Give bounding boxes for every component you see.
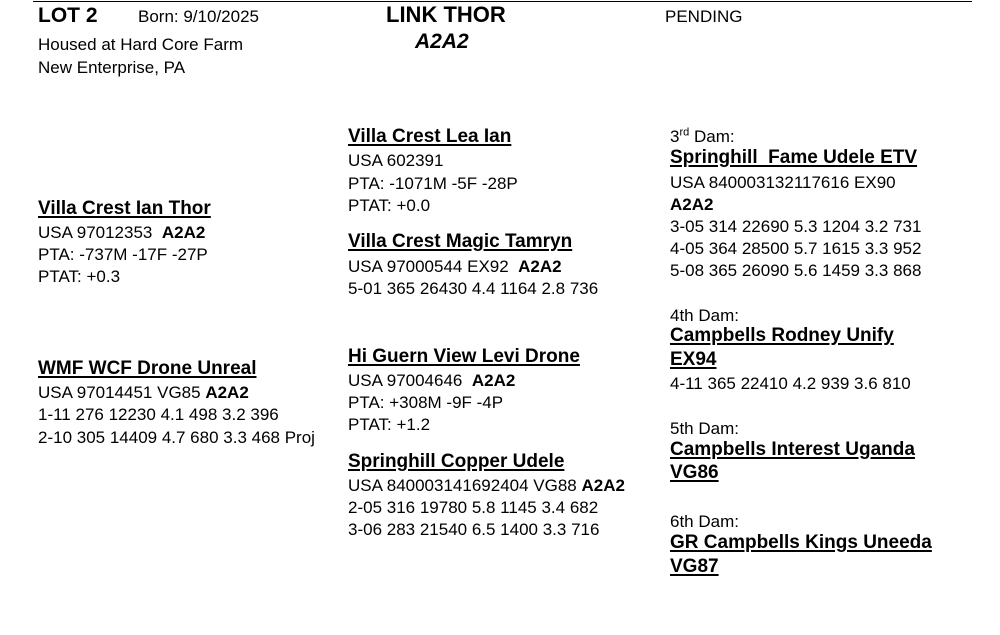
fourth-dam-label: 4th Dam:	[670, 306, 739, 325]
sire-registration: USA 97012353 A2A2	[38, 223, 206, 242]
sire-dam-registration: USA 97000544 EX92 A2A2	[348, 257, 562, 276]
dam-record-2: 2-10 305 14409 4.7 680 3.3 468 Proj	[38, 428, 315, 447]
dam-sire-registration: USA 97004646 A2A2	[348, 371, 516, 390]
location: New Enterprise, PA	[38, 58, 186, 77]
third-dam-record-1: 3-05 314 22690 5.3 1204 3.2 731	[670, 217, 922, 236]
fourth-dam-name: Campbells Rodney Unify	[670, 325, 894, 346]
dam-name: WMF WCF Drone Unreal	[38, 358, 257, 379]
dam-dam-genetics: A2A2	[581, 476, 625, 495]
fifth-dam-classification: VG86	[670, 462, 719, 483]
dam-genetics: A2A2	[205, 383, 249, 402]
sire-pta: PTA: -737M -17F -27P	[38, 245, 208, 264]
dam-dam-record-2: 3-06 283 21540 6.5 1400 3.3 716	[348, 520, 600, 539]
sire-sire-ptat: PTAT: +0.0	[348, 196, 431, 215]
sire-sire-pta: PTA: -1071M -5F -28P	[348, 174, 518, 193]
dam-sire-ptat: PTAT: +1.2	[348, 415, 431, 434]
third-dam-genetics: A2A2	[670, 195, 714, 214]
third-dam-record-3: 5-08 365 26090 5.6 1459 3.3 868	[670, 261, 922, 280]
animal-genetics: A2A2	[415, 30, 469, 53]
sire-sire-registration: USA 602391	[348, 151, 444, 170]
sixth-dam-classification: VG87	[670, 556, 719, 577]
birth-date: Born: 9/10/2025	[138, 7, 259, 26]
third-dam-label: 3rd Dam:	[670, 126, 735, 146]
fourth-dam-record-1: 4-11 365 22410 4.2 939 3.6 810	[670, 374, 911, 393]
sire-dam-record-1: 5-01 365 26430 4.4 1164 2.8 736	[348, 279, 599, 298]
third-dam-name: Springhill Fame Udele ETV	[670, 147, 918, 168]
sire-dam-genetics: A2A2	[518, 257, 562, 276]
fifth-dam-label: 5th Dam:	[670, 419, 739, 438]
third-dam-registration: USA 840003132117616 EX90	[670, 173, 896, 192]
fifth-dam-name: Campbells Interest Uganda	[670, 439, 915, 460]
sire-name: Villa Crest Ian Thor	[38, 198, 211, 219]
dam-registration: USA 97014451 VG85 A2A2	[38, 383, 249, 402]
dam-sire-pta: PTA: +308M -9F -4P	[348, 393, 504, 412]
dam-dam-record-1: 2-05 316 19780 5.8 1145 3.4 682	[348, 498, 599, 517]
sire-ptat: PTAT: +0.3	[38, 267, 121, 286]
sixth-dam-label: 6th Dam:	[670, 512, 739, 531]
fourth-dam-classification: EX94	[670, 349, 717, 370]
dam-record-1: 1-11 276 12230 4.1 498 3.2 396	[38, 405, 279, 424]
housed-at: Housed at Hard Core Farm	[38, 35, 244, 54]
dam-dam-name: Springhill Copper Udele	[348, 451, 565, 472]
sire-sire-name: Villa Crest Lea Ian	[348, 126, 512, 147]
sixth-dam-name: GR Campbells Kings Uneeda	[670, 532, 932, 553]
dam-sire-genetics: A2A2	[471, 371, 516, 390]
sire-genetics: A2A2	[161, 223, 206, 242]
dam-dam-registration: USA 840003141692404 VG88 A2A2	[348, 476, 625, 495]
status-text: PENDING	[665, 7, 743, 26]
sire-dam-name: Villa Crest Magic Tamryn	[348, 231, 573, 252]
lot-number: LOT 2	[38, 4, 98, 27]
third-dam-record-2: 4-05 364 28500 5.7 1615 3.3 952	[670, 239, 922, 258]
animal-name: LINK THOR	[386, 2, 506, 27]
dam-sire-name: Hi Guern View Levi Drone	[348, 346, 580, 367]
